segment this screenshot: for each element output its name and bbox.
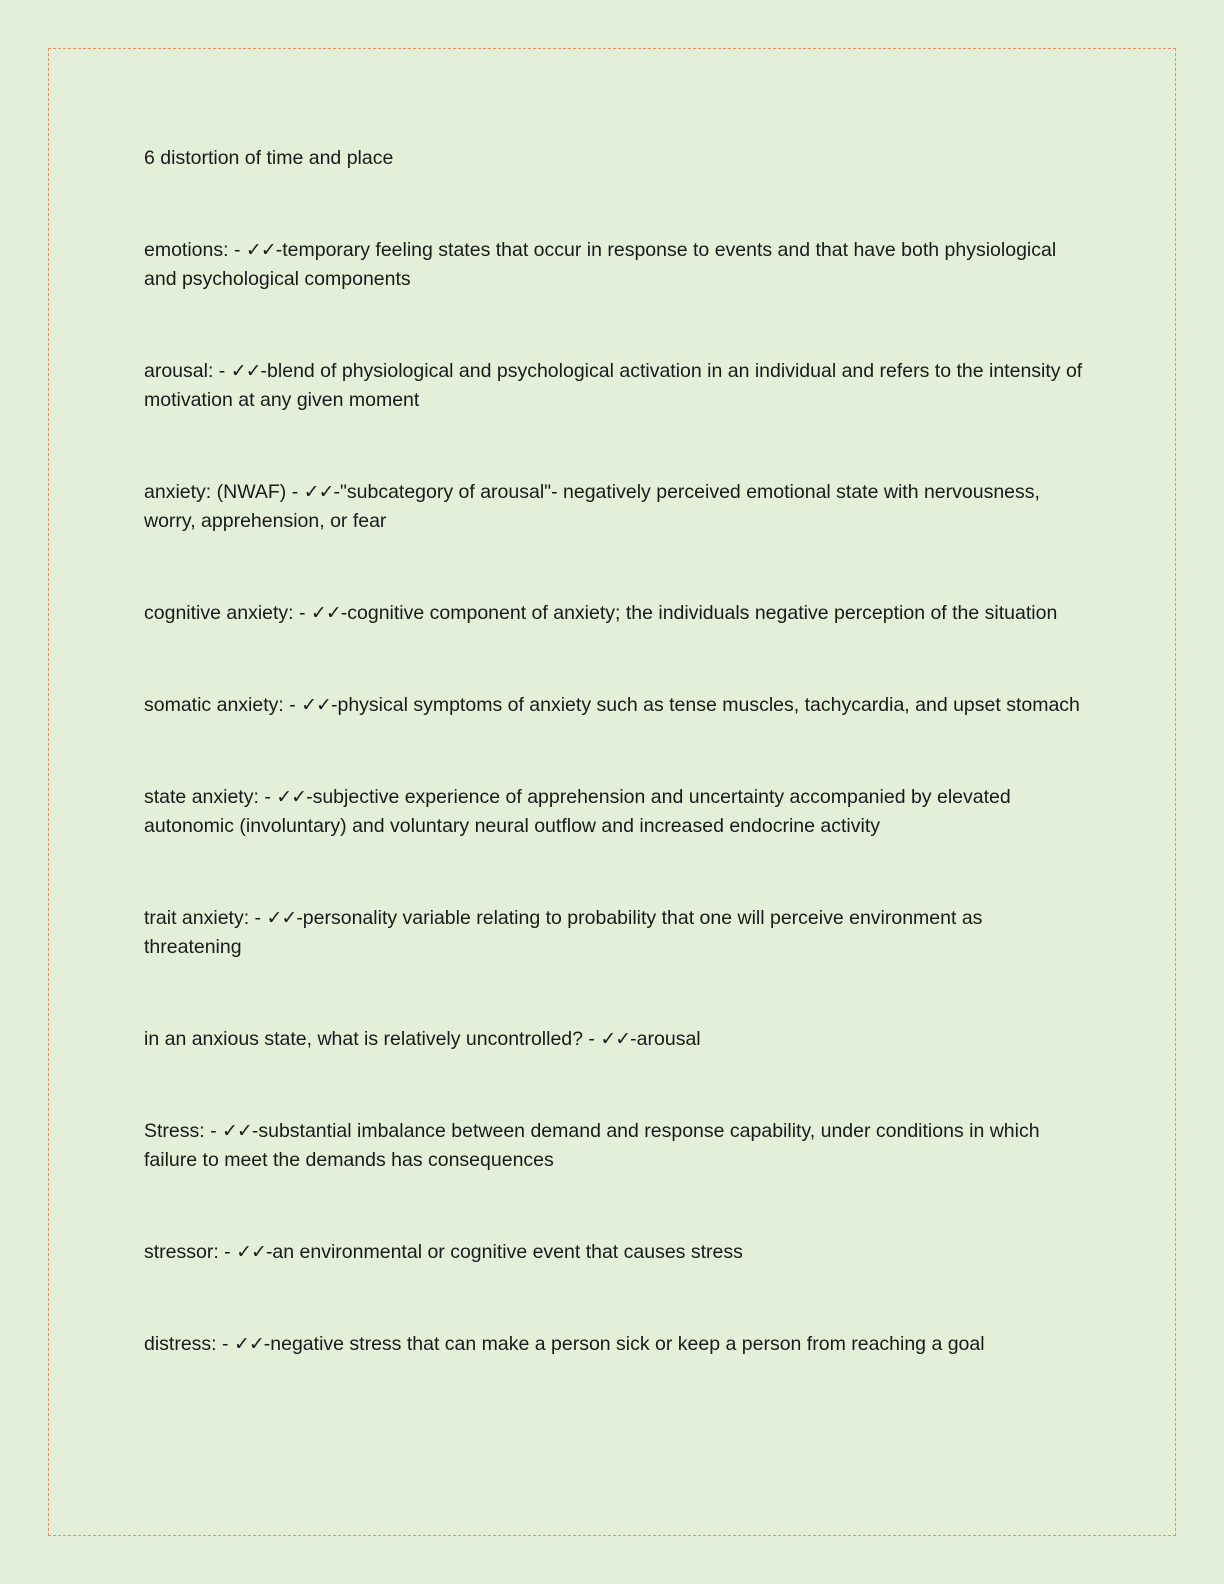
entry-term: in an anxious state, what is relatively uncontrolled? - bbox=[144, 1028, 601, 1050]
entry-term: anxiety: (NWAF) - bbox=[144, 481, 304, 503]
check-mark-icon: ✓✓ bbox=[222, 1120, 252, 1142]
check-mark-icon: ✓✓ bbox=[310, 602, 341, 624]
check-mark-icon: ✓✓ bbox=[600, 1028, 631, 1050]
entry-term: cognitive anxiety: - bbox=[144, 602, 311, 624]
entry-term: emotions: - bbox=[144, 239, 246, 261]
document-body bbox=[144, 144, 1084, 1422]
check-mark-icon: ✓✓ bbox=[245, 239, 276, 261]
entry-definition: -cognitive component of anxiety; the individuals negative perception of the situation bbox=[340, 602, 1058, 624]
entry-definition: -an environmental or cognitive event that causes stress bbox=[265, 1241, 743, 1263]
entry-term: state anxiety: - bbox=[144, 786, 277, 808]
flashcard-entry bbox=[144, 1330, 1084, 1359]
entry-term: stressor: - bbox=[144, 1241, 237, 1263]
flashcard-entry bbox=[144, 478, 1084, 536]
entry-definition: -temporary feeling states that occur in response to events and that have both physiological and psychological components bbox=[144, 239, 1057, 290]
flashcard-entry bbox=[144, 1117, 1084, 1175]
flashcard-entry bbox=[144, 357, 1084, 415]
entry-term: Stress: - bbox=[144, 1120, 223, 1142]
flashcard-entry bbox=[144, 1238, 1084, 1267]
entry-definition: -personality variable relating to probability that one will perceive environment as threatening bbox=[144, 907, 983, 958]
check-mark-icon: ✓✓ bbox=[233, 1333, 264, 1355]
check-mark-icon: ✓✓ bbox=[236, 1241, 266, 1263]
check-mark-icon: ✓✓ bbox=[266, 907, 297, 929]
entry-term: distress: - bbox=[144, 1333, 234, 1355]
check-mark-icon: ✓✓ bbox=[276, 786, 307, 808]
entry-definition: -"subcategory of arousal"- negatively perceived emotional state with nervousness, worry, apprehension, or fear bbox=[144, 481, 1040, 532]
check-mark-icon: ✓✓ bbox=[301, 694, 331, 716]
intro-line: 6 distortion of time and place bbox=[144, 147, 394, 169]
entry-definition: -blend of physiological and psychological activation in an individual and refers to the intensity of motivation at any given moment bbox=[144, 360, 1083, 411]
entry-definition: -substantial imbalance between demand and response capability, under conditions in which failure to meet the demands has consequences bbox=[144, 1120, 1040, 1171]
entry-term: trait anxiety: - bbox=[144, 907, 267, 929]
check-mark-icon: ✓✓ bbox=[230, 360, 261, 382]
entry-definition: -negative stress that can make a person sick or keep a person from reaching a goal bbox=[263, 1333, 985, 1355]
entry-definition: -subjective experience of apprehension and uncertainty accompanied by elevated autonomic (involuntary) and voluntary neural outflow and increased endocrine activity bbox=[144, 786, 1011, 837]
flashcard-entry bbox=[144, 783, 1084, 841]
entry-term: arousal: - bbox=[144, 360, 231, 382]
entry-definition: -arousal bbox=[630, 1028, 701, 1050]
flashcard-entry bbox=[144, 904, 1084, 962]
check-mark-icon: ✓✓ bbox=[303, 481, 334, 503]
entry-definition: -physical symptoms of anxiety such as tense muscles, tachycardia, and upset stomach bbox=[330, 694, 1080, 716]
flashcard-entry bbox=[144, 691, 1084, 720]
flashcard-entry bbox=[144, 236, 1084, 294]
flashcard-entry bbox=[144, 599, 1084, 628]
entry-term: somatic anxiety: - bbox=[144, 694, 302, 716]
flashcard-entry bbox=[144, 1025, 1084, 1054]
